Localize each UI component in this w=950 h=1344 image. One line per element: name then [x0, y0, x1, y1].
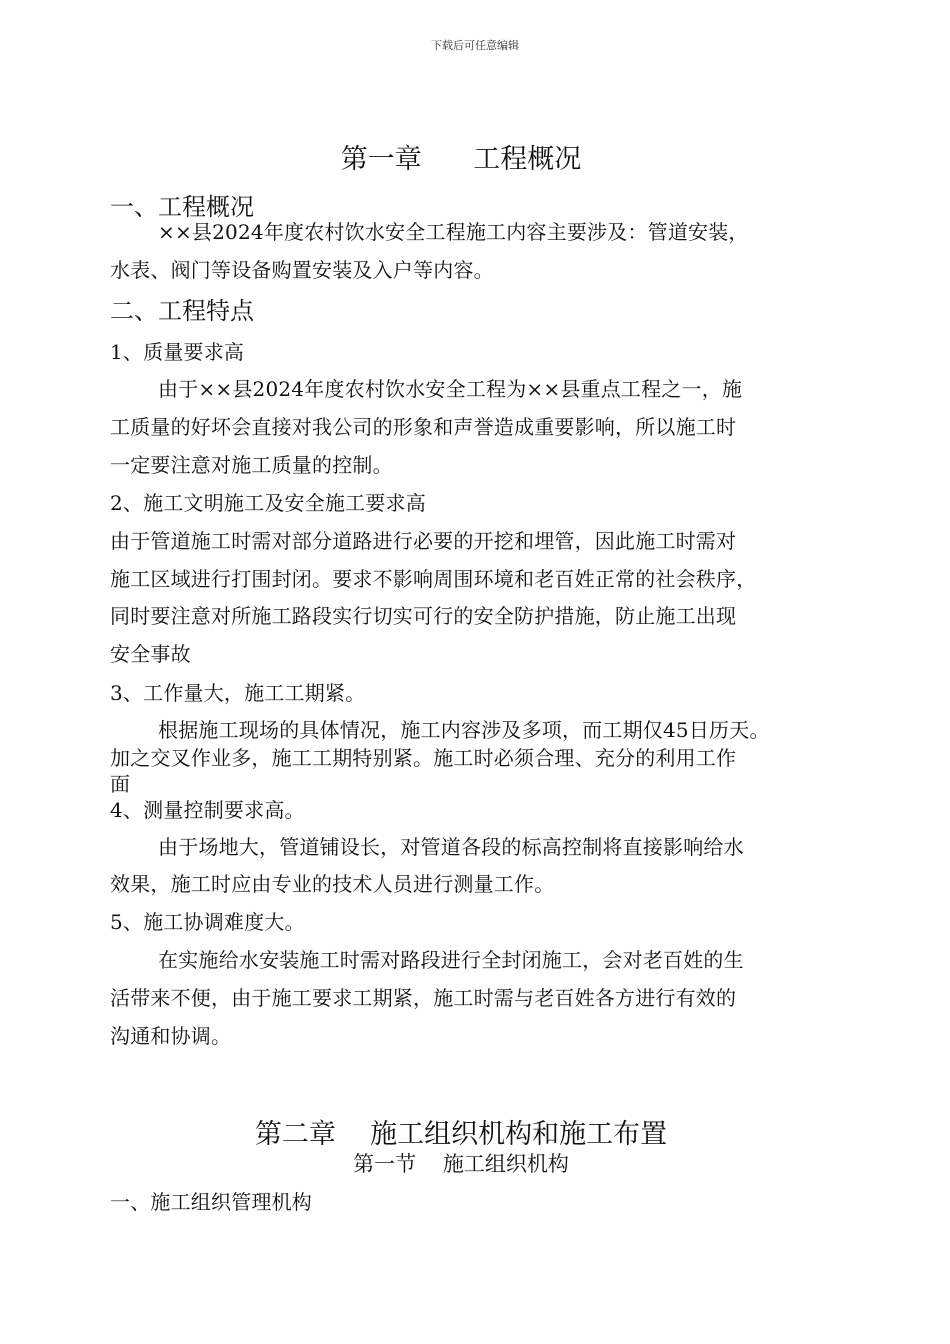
item-3-title: 3、工作量大，施工工期紧。 — [110, 681, 366, 705]
paragraph-line: 由于管道施工时需对部分道路进行必要的开挖和埋管，因此施工时需对 — [110, 529, 737, 553]
chapter-2-title: 第二章 施工组织机构和施工布置 — [254, 1119, 668, 1150]
item-4-title: 4、测量控制要求高。 — [110, 798, 305, 822]
paragraph-line: 面 — [110, 772, 131, 796]
paragraph-line: 由于场地大，管道铺设长，对管道各段的标高控制将直接影响给水 — [158, 835, 744, 859]
section-2-heading: 二、工程特点 — [110, 297, 254, 325]
paragraph-line: 一定要注意对施工质量的控制。 — [110, 453, 393, 477]
section-1-title: 第一节 施工组织机构 — [353, 1152, 569, 1176]
item-5-title: 5、施工协调难度大。 — [110, 910, 305, 934]
paragraph-line: 由于××县2024年度农村饮水安全工程为××县重点工程之一，施 — [158, 377, 743, 401]
header-note: 下载后可任意编辑 — [431, 39, 519, 52]
section-1-heading: 一、工程概况 — [110, 193, 254, 221]
paragraph-line: 同时要注意对所施工路段实行切实可行的安全防护措施，防止施工出现 — [110, 604, 737, 628]
paragraph-line: 效果，施工时应由专业的技术人员进行测量工作。 — [110, 872, 555, 896]
subsection-heading: 一、施工组织管理机构 — [110, 1190, 312, 1214]
paragraph-line: 加之交叉作业多，施工工期特别紧。施工时必须合理、充分的利用工作 — [110, 746, 737, 770]
paragraph-line: 在实施给水安装施工时需对路段进行全封闭施工，会对老百姓的生 — [158, 948, 744, 972]
paragraph-line: 沟通和协调。 — [110, 1024, 232, 1048]
paragraph-line: 水表、阀门等设备购置安装及入户等内容。 — [110, 258, 494, 282]
chapter-1-title: 第一章 工程概况 — [340, 144, 582, 175]
paragraph-line: 活带来不便，由于施工要求工期紧，施工时需与老百姓各方进行有效的 — [110, 986, 737, 1010]
item-2-title: 2、施工文明施工及安全施工要求高 — [110, 491, 426, 515]
item-1-title: 1、质量要求高 — [110, 340, 245, 364]
paragraph-line: 工质量的好坏会直接对我公司的形象和声誉造成重要影响，所以施工时 — [110, 415, 737, 439]
paragraph-line: 安全事故 — [110, 642, 191, 666]
paragraph-line: ××县2024年度农村饮水安全工程施工内容主要涉及：管道安装， — [158, 220, 749, 244]
paragraph-line: 施工区域进行打围封闭。要求不影响周围环境和老百姓正常的社会秩序， — [110, 567, 757, 591]
paragraph-line: 根据施工现场的具体情况，施工内容涉及多项，而工期仅45日历天。 — [158, 718, 770, 742]
